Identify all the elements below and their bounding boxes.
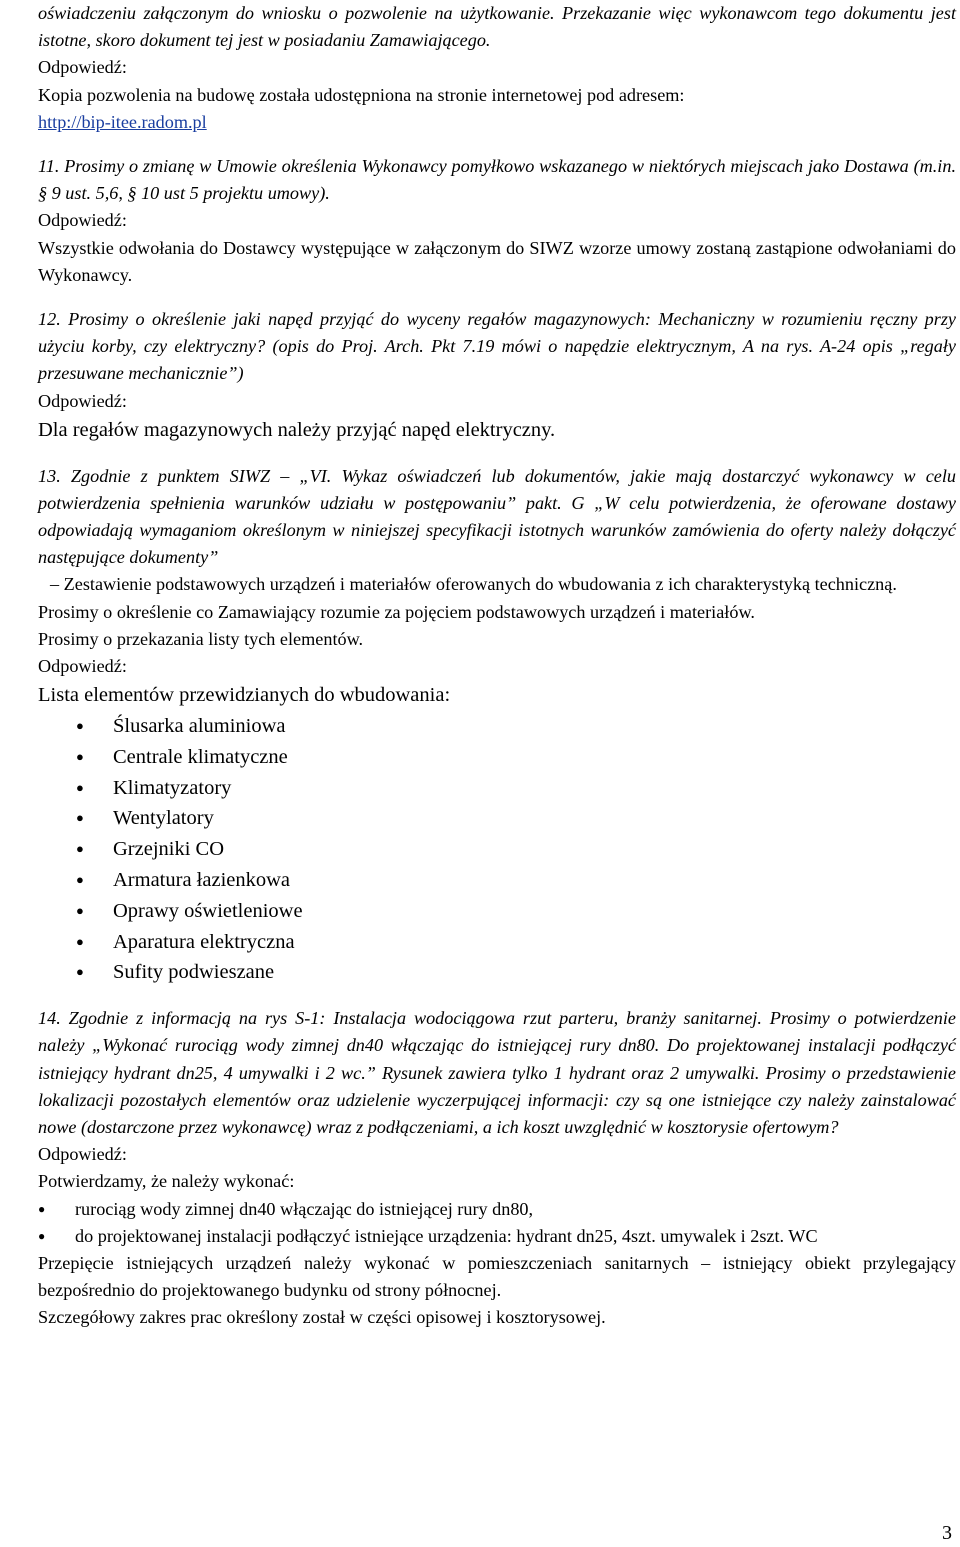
elements-list [38, 711, 956, 988]
list-item: ● Sufity podwieszane [38, 957, 956, 988]
answer-11: Wszystkie odwołania do Dostawcy występujące w załączonym do SIWZ wzorze umowy zostaną zastąpione odwołaniami do Wykonawcy. [38, 237, 956, 285]
list-item: ● rurociąg wody zimnej dn40 włączając do istniejącej rury dn80, [38, 1196, 956, 1223]
list-item: ● Aparatura elektryczna [38, 927, 956, 958]
answer-label: Odpowiedź: [38, 1144, 127, 1165]
dash-item: – Zestawienie podstawowych urządzeń i materiałów oferowanych do wbudowania z ich charakterystyką techniczną. [50, 574, 897, 595]
work-list [38, 1196, 956, 1250]
question-11: 11. Prosimy o zmianę w Umowie określenia Wykonawcy pomyłkowo wskazanego w niektórych miejscach jako Dostawa (m.in. § 9 ust. 5,6, § 10 ust 5 projektu umowy). [38, 156, 956, 204]
list-title: Lista elementów przewidzianych do wbudowania: [38, 684, 451, 707]
answer-12: Dla regałów magazynowych należy przyjąć napęd elektryczny. [38, 418, 556, 441]
list-item: ● Armatura łazienkowa [38, 865, 956, 896]
list-item: ● Oprawy oświetleniowe [38, 896, 956, 927]
answer-label: Odpowiedź: [38, 390, 127, 411]
intro-answer: Kopia pozwolenia na budowę została udostępniona na stronie internetowej pod adresem: [38, 84, 685, 105]
list-item: ● Ślusarka aluminiowa [38, 711, 956, 742]
request-13b: Prosimy o przekazania listy tych elementów. [38, 628, 364, 649]
para-1: Przepięcie istniejących urządzeń należy wykonać w pomieszczeniach sanitarnych – istniejący obiekt przylegający bezpośrednio do projektowanego budynku od strony północnej. [38, 1253, 956, 1301]
confirm-text: Potwierdzamy, że należy wykonać: [38, 1171, 295, 1192]
page-number: 3 [942, 1522, 952, 1544]
list-item: ● Centrale klimatyczne [38, 742, 956, 773]
list-item: ● Grzejniki CO [38, 834, 956, 865]
question-12: 12. Prosimy o określenie jaki napęd przyjąć do wyceny regałów magazynowych: Mechaniczny w rozumieniu ręczny przy użyciu korby, czy elektryczny? (opis do Proj. Arch. Pkt 7.19 mówi o napędzie elektrycznym, A na rys. A-24 opis „regały przesuwane mechanicznie”) [38, 309, 956, 384]
para-2: Szczegółowy zakres prac określony został w części opisowej i kosztorysowej. [38, 1307, 606, 1328]
question-14: 14. Zgodnie z informacją na rys S-1: Instalacja wodociągowa rzut parteru, branży sanitarnej. Prosimy o potwierdzenie należy „Wykonać rurociąg wody zimnej dn40 włączając do istniejącej rury dn80. Do projektowanej instalacji podłączyć istniejący hydrant dn25, 4 umywalki i 2 wc.” Rysunek zawiera tylko 1 hydrant oraz 2 umywalki. Prosimy o przedstawienie lokalizacji pozostałych elementów oraz udzielenie wyczerpującej informacji: czy są one istniejące czy należy zainstalować nowe (dostarczone przez wykonawcę) wraz z podłączeniami, a ich koszt uwzględnić w kosztorysie ofertowym? [38, 1008, 956, 1138]
list-item: ● Klimatyzatory [38, 773, 956, 804]
answer-label: Odpowiedź: [38, 210, 127, 231]
document-page [38, 0, 956, 1332]
list-item: ● do projektowanej instalacji podłączyć istniejące urządzenia: hydrant dn25, 4szt. umywalek i 2szt. WC [38, 1223, 956, 1250]
bip-link[interactable]: http://bip-itee.radom.pl [38, 111, 207, 132]
list-item: ● Wentylatory [38, 803, 956, 834]
answer-label: Odpowiedź: [38, 57, 127, 78]
answer-label: Odpowiedź: [38, 656, 127, 677]
question-13: 13. Zgodnie z punktem SIWZ – „VI. Wykaz oświadczeń lub dokumentów, jakie mają dostarczyć wykonawcy w celu potwierdzenia spełnienia warunków udziału w postępowaniu” pakt. G „W celu potwierdzenia, że oferowane dostawy odpowiadają wymaganiom określonym w niniejszej specyfikacji istotnych warunków zamówienia do oferty należy dołączyć następujące dokumenty” [38, 465, 956, 568]
request-13a: Prosimy o określenie co Zamawiający rozumie za pojęciem podstawowych urządzeń i materiałów. [38, 601, 755, 622]
intro-text: oświadczeniu załączonym do wniosku o pozwolenie na użytkowanie. Przekazanie więc wykonawcom tego dokumentu jest istotne, skoro dokument tej jest w posiadaniu Zamawiającego. [38, 3, 956, 51]
